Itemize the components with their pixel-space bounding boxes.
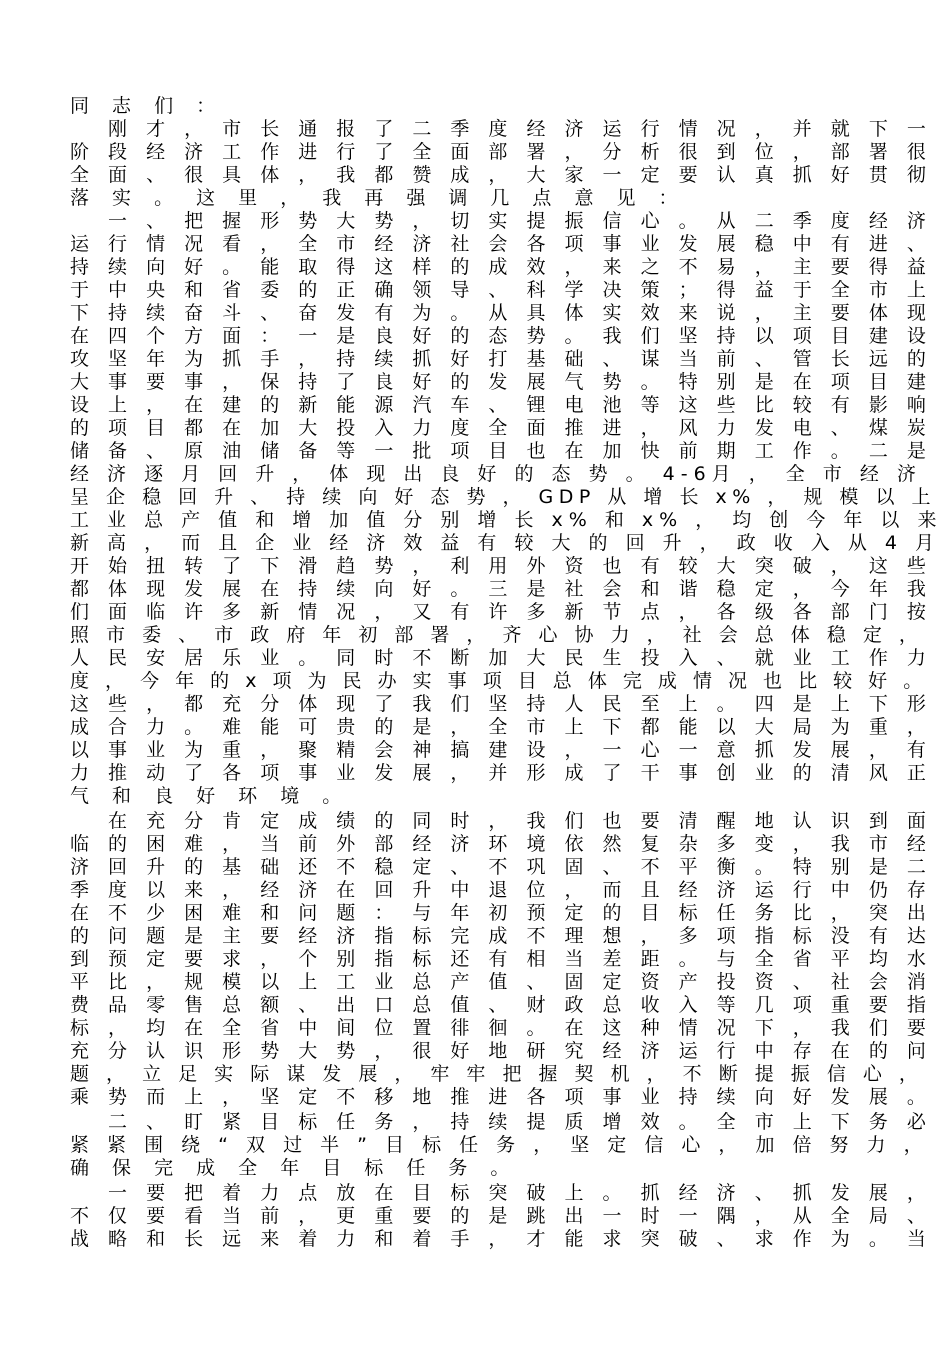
text-line: 战 略 和 长 远 来 着 力 和 着 手 ， 才 能 求 突 破 、 求 作 为 。 当 bbox=[70, 1228, 933, 1250]
text-line: 们 面 临 许 多 新 情 况 ， 又 有 许 多 新 节 点 ， 各 级 各 部 门 按 bbox=[70, 601, 933, 623]
text-line: 新 高 ， 而 且 企 业 经 济 效 益 有 较 大 的 回 升 ， 政 收 入 从 4 月 bbox=[70, 532, 940, 554]
text-line: 大 事 要 事 ， 保 持 了 良 好 的 发 展 气 势 。 特 别 是 在 项 目 建 bbox=[70, 371, 933, 393]
text-line: 平 比 ， 规 模 以 上 工 业 总 产 值 、 固 定 资 产 投 资 、 社 会 消 bbox=[70, 971, 933, 993]
text-line: 紧 紧 围 绕 “ 双 过 半 ” 目 标 任 务 ， 坚 定 信 心 ， 加 倍 努 力 ， bbox=[70, 1134, 929, 1156]
text-line: 储 备 、 原 油 储 备 等 一 批 项 目 也 在 加 快 前 期 工 作 。 二 是 bbox=[70, 440, 933, 462]
text-line: 充 分 认 识 形 势 大 势 ， 很 好 地 研 究 经 济 运 行 中 存 在 的 问 bbox=[70, 1040, 933, 1062]
text-line: 到 预 定 要 求 ， 个 别 指 标 还 有 相 当 差 距 。 与 全 省 平 均 水 bbox=[70, 948, 933, 970]
text-line: 的 问 题 是 主 要 经 济 指 标 完 成 不 理 想 ， 多 项 指 标 没 有 达 bbox=[70, 925, 933, 947]
text-line: 在 充 分 肯 定 成 绩 的 同 时 ， 我 们 也 要 清 醒 地 认 识 到 面 bbox=[70, 810, 933, 832]
text-line: 成 合 力 。 难 能 可 贵 的 是 ， 全 市 上 下 都 能 以 大 局 为 重 ， bbox=[70, 716, 933, 738]
text-line: 持 续 向 好 。 能 取 得 这 样 的 成 效 ， 来 之 不 易 ， 主 要 得 益 bbox=[70, 256, 933, 278]
text-line: 标 ， 均 在 全 省 中 间 位 置 徘 徊 。 在 这 种 情 况 下 ， 我 们 要 bbox=[70, 1017, 933, 1039]
text-line: 落 实 。 这 里 ， 我 再 强 调 几 点 意 见 ： bbox=[70, 187, 687, 209]
text-line: 不 仅 要 看 当 前 ， 更 重 要 的 是 跳 出 一 时 一 隅 ， 从 全 局 、 bbox=[70, 1205, 933, 1227]
text-line: 一 要 把 着 力 点 放 在 目 标 突 破 上 。 抓 经 济 、 抓 发 展 ， bbox=[70, 1182, 933, 1204]
text-line: 人 民 安 居 乐 业 。 同 时 不 断 加 大 民 生 投 入 、 就 业 工 作 力 bbox=[70, 647, 933, 669]
text-line: 运 行 情 况 看 ， 全 市 经 济 社 会 各 项 事 业 发 展 稳 中 有 进 、 bbox=[70, 233, 933, 255]
text-line: 的 项 目 都 在 加 大 投 入 力 度 全 面 推 进 ， 风 力 发 电 、 煤 炭 bbox=[70, 417, 933, 439]
text-line: 这 些 ， 都 充 分 体 现 了 我 们 坚 持 人 民 至 上 。 四 是 上 下 形 bbox=[70, 693, 933, 715]
text-line: 下 持 续 奋 斗 、 奋 发 有 为 。 从 具 体 实 效 来 说 ， 主 要 体 现 bbox=[70, 302, 933, 324]
text-line: 临 的 困 难 ， 当 前 外 部 经 济 环 境 依 然 复 杂 多 变 ， 我 市 经 bbox=[70, 833, 933, 855]
text-line: 工 业 总 产 值 和 增 加 值 分 别 增 长 x% 和 x% ， 均 创 今 年 以 来 bbox=[70, 509, 943, 531]
text-line: 于 中 央 和 省 委 的 正 确 领 导 、 科 学 决 策 ； 得 益 于 全 市 上 bbox=[70, 279, 933, 301]
text-line: 阶 段 经 济 工 作 进 行 了 全 面 部 署 ， 分 析 很 到 位 ， 部 署 很 bbox=[70, 141, 933, 163]
text-line: 以 事 业 为 重 ， 聚 精 会 神 搞 建 设 ， 一 心 一 意 抓 发 展 ， 有 bbox=[70, 739, 933, 761]
text-line: 题 ， 立 足 实 际 谋 发 展 ， 牢 牢 把 握 契 机 ， 不 断 提 振 信 心 ， bbox=[70, 1063, 924, 1085]
text-line: 季 度 以 来 ， 经 济 在 回 升 中 退 位 ， 而 且 经 济 运 行 中 仍 存 bbox=[70, 879, 933, 901]
text-line: 设 上 ， 在 建 的 新 能 源 汽 车 、 锂 电 池 等 这 些 比 较 有 影 响 bbox=[70, 394, 933, 416]
text-line: 呈 企 稳 回 升 、 持 续 向 好 态 势 ， GDP 从 增 长 x% ， 规 模 以 上 bbox=[70, 486, 936, 508]
text-line: 经 济 逐 月 回 升 ， 体 现 出 良 好 的 态 势 。 4-6月 ， 全 市 经 济 bbox=[70, 463, 922, 485]
text-line: 乘 势 而 上 ， 坚 定 不 移 地 推 进 各 项 事 业 持 续 向 好 发 展 。 bbox=[70, 1086, 933, 1108]
text-line: 确 保 完 成 全 年 目 标 任 务 。 bbox=[70, 1157, 518, 1179]
text-line: 全 面 、 很 具 体 ， 我 都 赞 成 ， 大 家 一 定 要 认 真 抓 好 贯 彻 bbox=[70, 164, 933, 186]
text-line: 费 品 零 售 总 额 、 出 口 总 值 、 财 政 总 收 入 等 几 项 重 要 指 bbox=[70, 994, 933, 1016]
text-line: 同 志 们 ： bbox=[70, 95, 224, 117]
text-line: 都 体 现 发 展 在 持 续 向 好 。 三 是 社 会 和 谐 稳 定 ， 今 年 我 bbox=[70, 578, 933, 600]
text-line: 开 始 扭 转 了 下 滑 趋 势 ， 利 用 外 资 也 有 较 大 突 破 ， 这 些 bbox=[70, 555, 933, 577]
text-line: 力 推 动 了 各 项 事 业 发 展 ， 并 形 成 了 干 事 创 业 的 清 风 正 bbox=[70, 762, 933, 784]
text-line: 在 四 个 方 面 ： 一 是 良 好 的 态 势 。 我 们 坚 持 以 项 目 建 设 bbox=[70, 325, 933, 347]
text-line: 气 和 良 好 环 境 。 bbox=[70, 785, 350, 807]
text-line: 济 回 升 的 基 础 还 不 稳 定 、 不 巩 固 、 不 平 衡 。 特 别 是 二 bbox=[70, 856, 933, 878]
text-line: 攻 坚 年 为 抓 手 ， 持 续 抓 好 打 基 础 、 谋 当 前 、 管 长 远 的 bbox=[70, 348, 933, 370]
text-line: 一 、 把 握 形 势 大 势 ， 切 实 提 振 信 心 。 从 二 季 度 经 济 bbox=[70, 210, 933, 232]
text-line: 刚 才 ， 市 长 通 报 了 二 季 度 经 济 运 行 情 况 ， 并 就 下 一 bbox=[70, 118, 933, 140]
text-line: 照 市 委 、 市 政 府 年 初 部 署 ， 齐 心 协 力 ， 社 会 总 体 稳 定 ， bbox=[70, 624, 924, 646]
text-line: 在 不 少 困 难 和 问 题 ： 与 年 初 预 定 的 目 标 任 务 比 ， 突 出 bbox=[70, 902, 933, 924]
text-line: 二 、 盯 紧 目 标 任 务 ， 持 续 提 质 增 效 。 全 市 上 下 务 必 bbox=[70, 1111, 933, 1133]
text-line: 度 ， 今 年 的 x 项 为 民 办 实 事 项 目 总 体 完 成 情 况 也 比 较 好 。 bbox=[70, 670, 928, 692]
